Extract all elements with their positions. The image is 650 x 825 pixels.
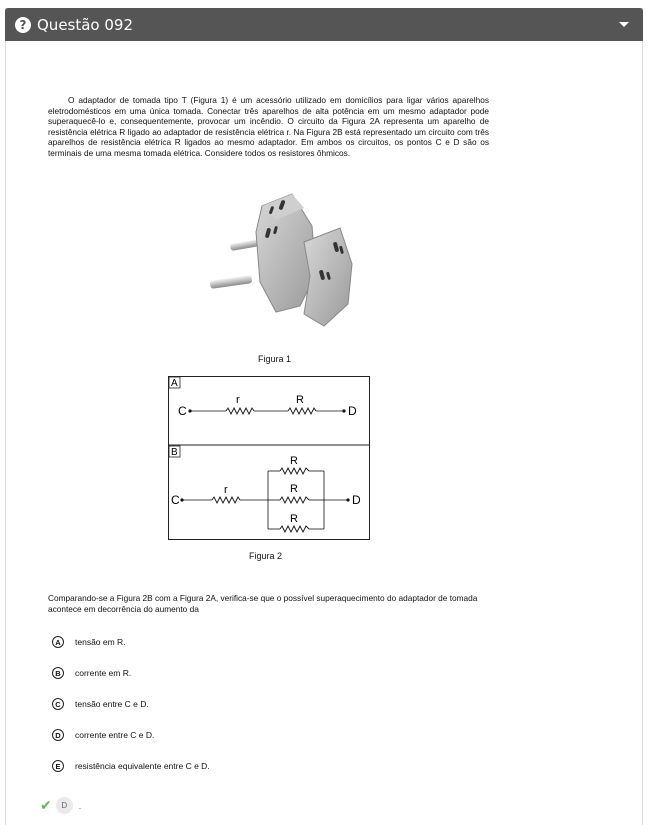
resistor-r-label-a: r — [236, 394, 240, 406]
alternative-letter: E — [52, 760, 64, 772]
resistor-R2-label: R — [290, 483, 298, 495]
alternative-text: tensão entre C e D. — [75, 699, 149, 709]
alternative-text: resistência equivalente entre C e D. — [75, 761, 210, 771]
alternative-a[interactable] — [52, 634, 126, 650]
alternative-letter: D — [52, 729, 64, 741]
alternative-text: corrente entre C e D. — [75, 730, 155, 740]
alternative-b[interactable] — [52, 665, 131, 681]
resistor-R3-label: R — [290, 513, 298, 525]
help-icon: ? — [15, 17, 31, 33]
resistor-R1-label: R — [290, 455, 298, 467]
figure2-caption: Figura 2 — [249, 551, 283, 561]
node-c-a: C — [178, 404, 187, 418]
node-d-a: D — [348, 404, 357, 418]
alternative-e[interactable] — [52, 758, 210, 774]
panel-b-label: B — [171, 447, 178, 458]
answer-badge: D — [56, 797, 73, 814]
question-title: Questão 092 — [37, 15, 134, 34]
alternative-letter: A — [52, 636, 64, 648]
alternative-letter: B — [52, 667, 64, 679]
answer-row — [40, 797, 81, 814]
t-adapter-image — [200, 186, 380, 346]
alternative-letter: C — [52, 698, 64, 710]
resistor-R-label-a: R — [296, 394, 304, 406]
circuit-diagram — [168, 376, 370, 540]
node-c-b: C — [171, 493, 180, 507]
resistor-r-label-b: r — [224, 484, 228, 496]
caret-down-icon[interactable] — [619, 22, 629, 27]
node-d-b: D — [352, 493, 361, 507]
alternative-text: corrente em R. — [75, 668, 132, 678]
question-header[interactable] — [5, 8, 643, 41]
checkmark-icon: ✔ — [40, 797, 52, 814]
panel-a-label: A — [171, 378, 178, 389]
question-text: O adaptador de tomada tipo T (Figura 1) é um acessório utilizado em domicílios para ligar vários aparelhos eletrodomésticos em uma única tomada. Conectar três aparelhos de alta potência em um mesmo adaptador pode superaquecê-lo e, consequentemente, provocar um incêndio. O circuito da Figura 2A representa um aparelho de resistência elétrica R ligado ao adaptador de resistência elétrica r. Na Figura 2B está representado um circuito com três aparelhos de resistência elétrica R ligados ao mesmo adaptador. Em ambos os circuitos, os pontos C e D são os terminais de uma mesma tomada elétrica. Considere todos os resistores ôhmicos. — [48, 95, 489, 158]
alternative-text: tensão em R. — [75, 637, 126, 647]
figure1-caption: Figura 1 — [258, 354, 292, 364]
alternative-d[interactable] — [52, 727, 154, 743]
question-prompt: Comparando-se a Figura 2B com a Figura 2A, verifica-se que o possível superaquecimento do adaptador de tomada acontece em decorrência do aumento da — [48, 593, 478, 614]
answer-suffix: . — [78, 800, 82, 811]
alternative-c[interactable] — [52, 696, 149, 712]
